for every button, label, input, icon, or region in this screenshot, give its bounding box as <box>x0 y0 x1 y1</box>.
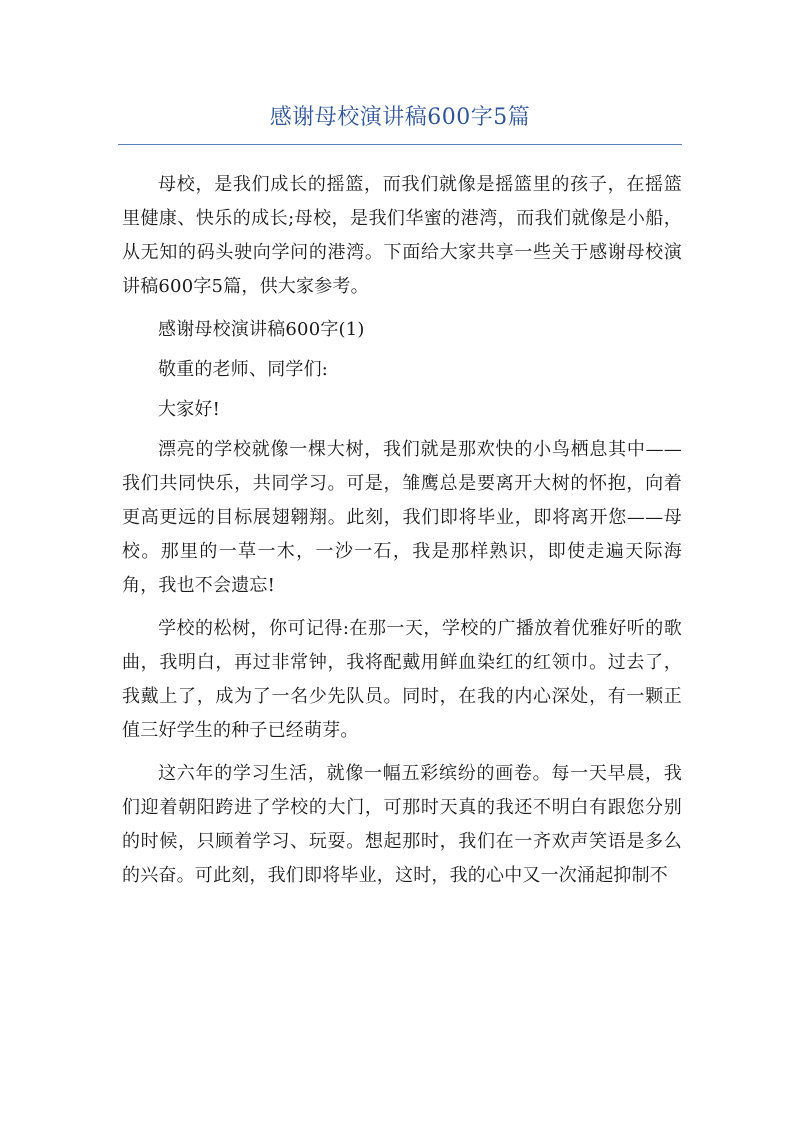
paragraph-greeting: 大家好! <box>158 399 221 420</box>
paragraph-salutation: 敬重的老师、同学们: <box>158 359 329 380</box>
title-underline <box>118 144 682 145</box>
paragraph-body-3: 这六年的学习生活，就像一幅五彩缤纷的画卷。每一天早晨，我们迎着朝阳跨进了学校的大门，可那时天真的我还不明白有跟您分别的时候，只顾着学习、玩耍。想起那时，我们在一齐欢声笑语是多么的兴奋。可此刻，我们即将毕业，这时，我的心中又一次涌起抑制不 <box>122 763 682 886</box>
document-body <box>122 168 682 902</box>
paragraph-subtitle: 感谢母校演讲稿600字(1) <box>158 319 365 340</box>
document-title: 感谢母校演讲稿600字5篇 <box>269 105 531 130</box>
paragraph-intro: 母校，是我们成长的摇篮，而我们就像是摇篮里的孩子，在摇篮里健康、快乐的成长;母校，是我们华蜜的港湾，而我们就像是小船，从无知的码头驶向学问的港湾。下面给大家共享一些关于感谢母校演讲稿600字5篇，供大家参考。 <box>122 174 682 297</box>
paragraph-body-2: 学校的松树，你可记得:在那一天，学校的广播放着优雅好听的歌曲，我明白，再过非常钟，我将配戴用鲜血染红的红领巾。过去了，我戴上了，成为了一名少先队员。同时，在我的内心深处，有一颗正值三好学生的种子已经萌芽。 <box>122 618 682 741</box>
paragraph-body-1: 漂亮的学校就像一棵大树，我们就是那欢快的小鸟栖息其中——我们共同快乐，共同学习。可是，雏鹰总是要离开大树的怀抱，向着更高更远的目标展翅翱翔。此刻，我们即将毕业，即将离开您——母校。那里的一草一木，一沙一石，我是那样熟识，即使走遍天际海角，我也不会遗忘! <box>122 439 682 596</box>
